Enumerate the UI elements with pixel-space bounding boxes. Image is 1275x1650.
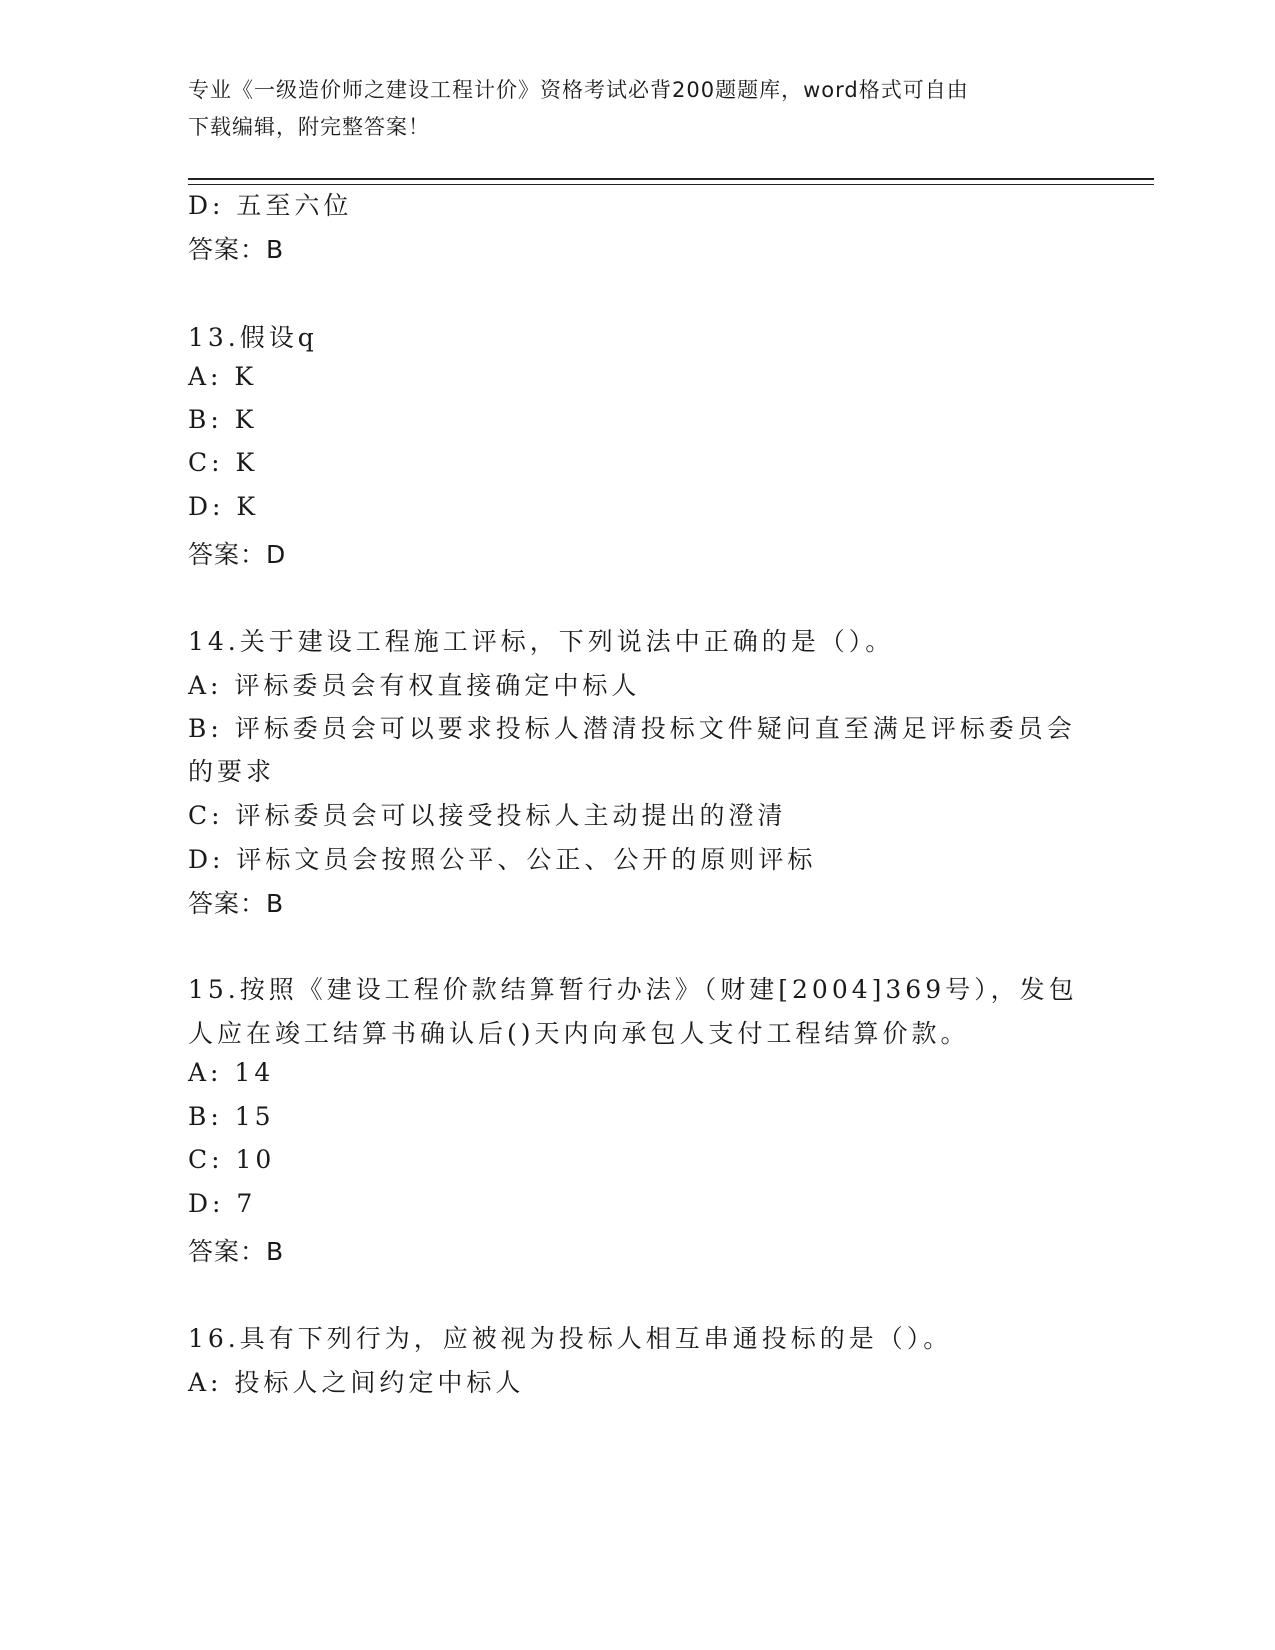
header-line-2: 下载编辑，附完整答案！: [188, 115, 430, 139]
q16-option-a: A: 投标人之间约定中标人: [188, 1368, 525, 1397]
q13-option-b: B: K: [188, 405, 258, 434]
q15-option-a: A: 14: [188, 1058, 275, 1087]
q14-option-a: A: 评标委员会有权直接确定中标人: [188, 671, 641, 700]
q14-answer: 答案：B: [188, 889, 285, 918]
q12-option-d: D: 五至六位: [188, 191, 353, 220]
q13-option-a: A: K: [188, 362, 258, 391]
q15-option-d: D: 7: [188, 1189, 257, 1218]
q15-option-b: B: 15: [188, 1102, 275, 1131]
q12-answer: 答案：B: [188, 235, 285, 264]
document-header: [188, 72, 1078, 146]
header-divider-thin: [188, 184, 1154, 185]
header-line-1: 专业《一级造价师之建设工程计价》资格考试必背200题题库，word格式可自由: [188, 78, 969, 102]
q14-option-b-line-1: B: 评标委员会可以要求投标人潜清投标文件疑问直至满足评标委员会: [188, 714, 1076, 743]
q14-option-d: D: 评标文员会按照公平、公正、公开的原则评标: [188, 845, 817, 874]
header-divider-thick: [188, 178, 1154, 180]
q14-question: 14.关于建设工程施工评标，下列说法中正确的是（）。: [188, 627, 895, 656]
q13-question: 13.假设q: [188, 323, 318, 352]
q16-question: 16.具有下列行为，应被视为投标人相互串通投标的是（）。: [188, 1324, 953, 1353]
q13-answer: 答案：D: [188, 540, 287, 569]
q13-option-d: D: K: [188, 492, 260, 521]
q15-answer: 答案：B: [188, 1237, 285, 1266]
q14-option-c: C: 评标委员会可以接受投标人主动提出的澄清: [188, 801, 787, 830]
q15-option-c: C: 10: [188, 1145, 276, 1174]
q14-option-b-line-2: 的要求: [188, 757, 276, 786]
q15-question-line-1: 15.按照《建设工程价款结算暂行办法》（财建[2004]369号），发包: [188, 975, 1078, 1004]
q15-question-line-2: 人应在竣工结算书确认后()天内向承包人支付工程结算价款。: [188, 1019, 970, 1048]
q13-option-c: C: K: [188, 448, 259, 477]
